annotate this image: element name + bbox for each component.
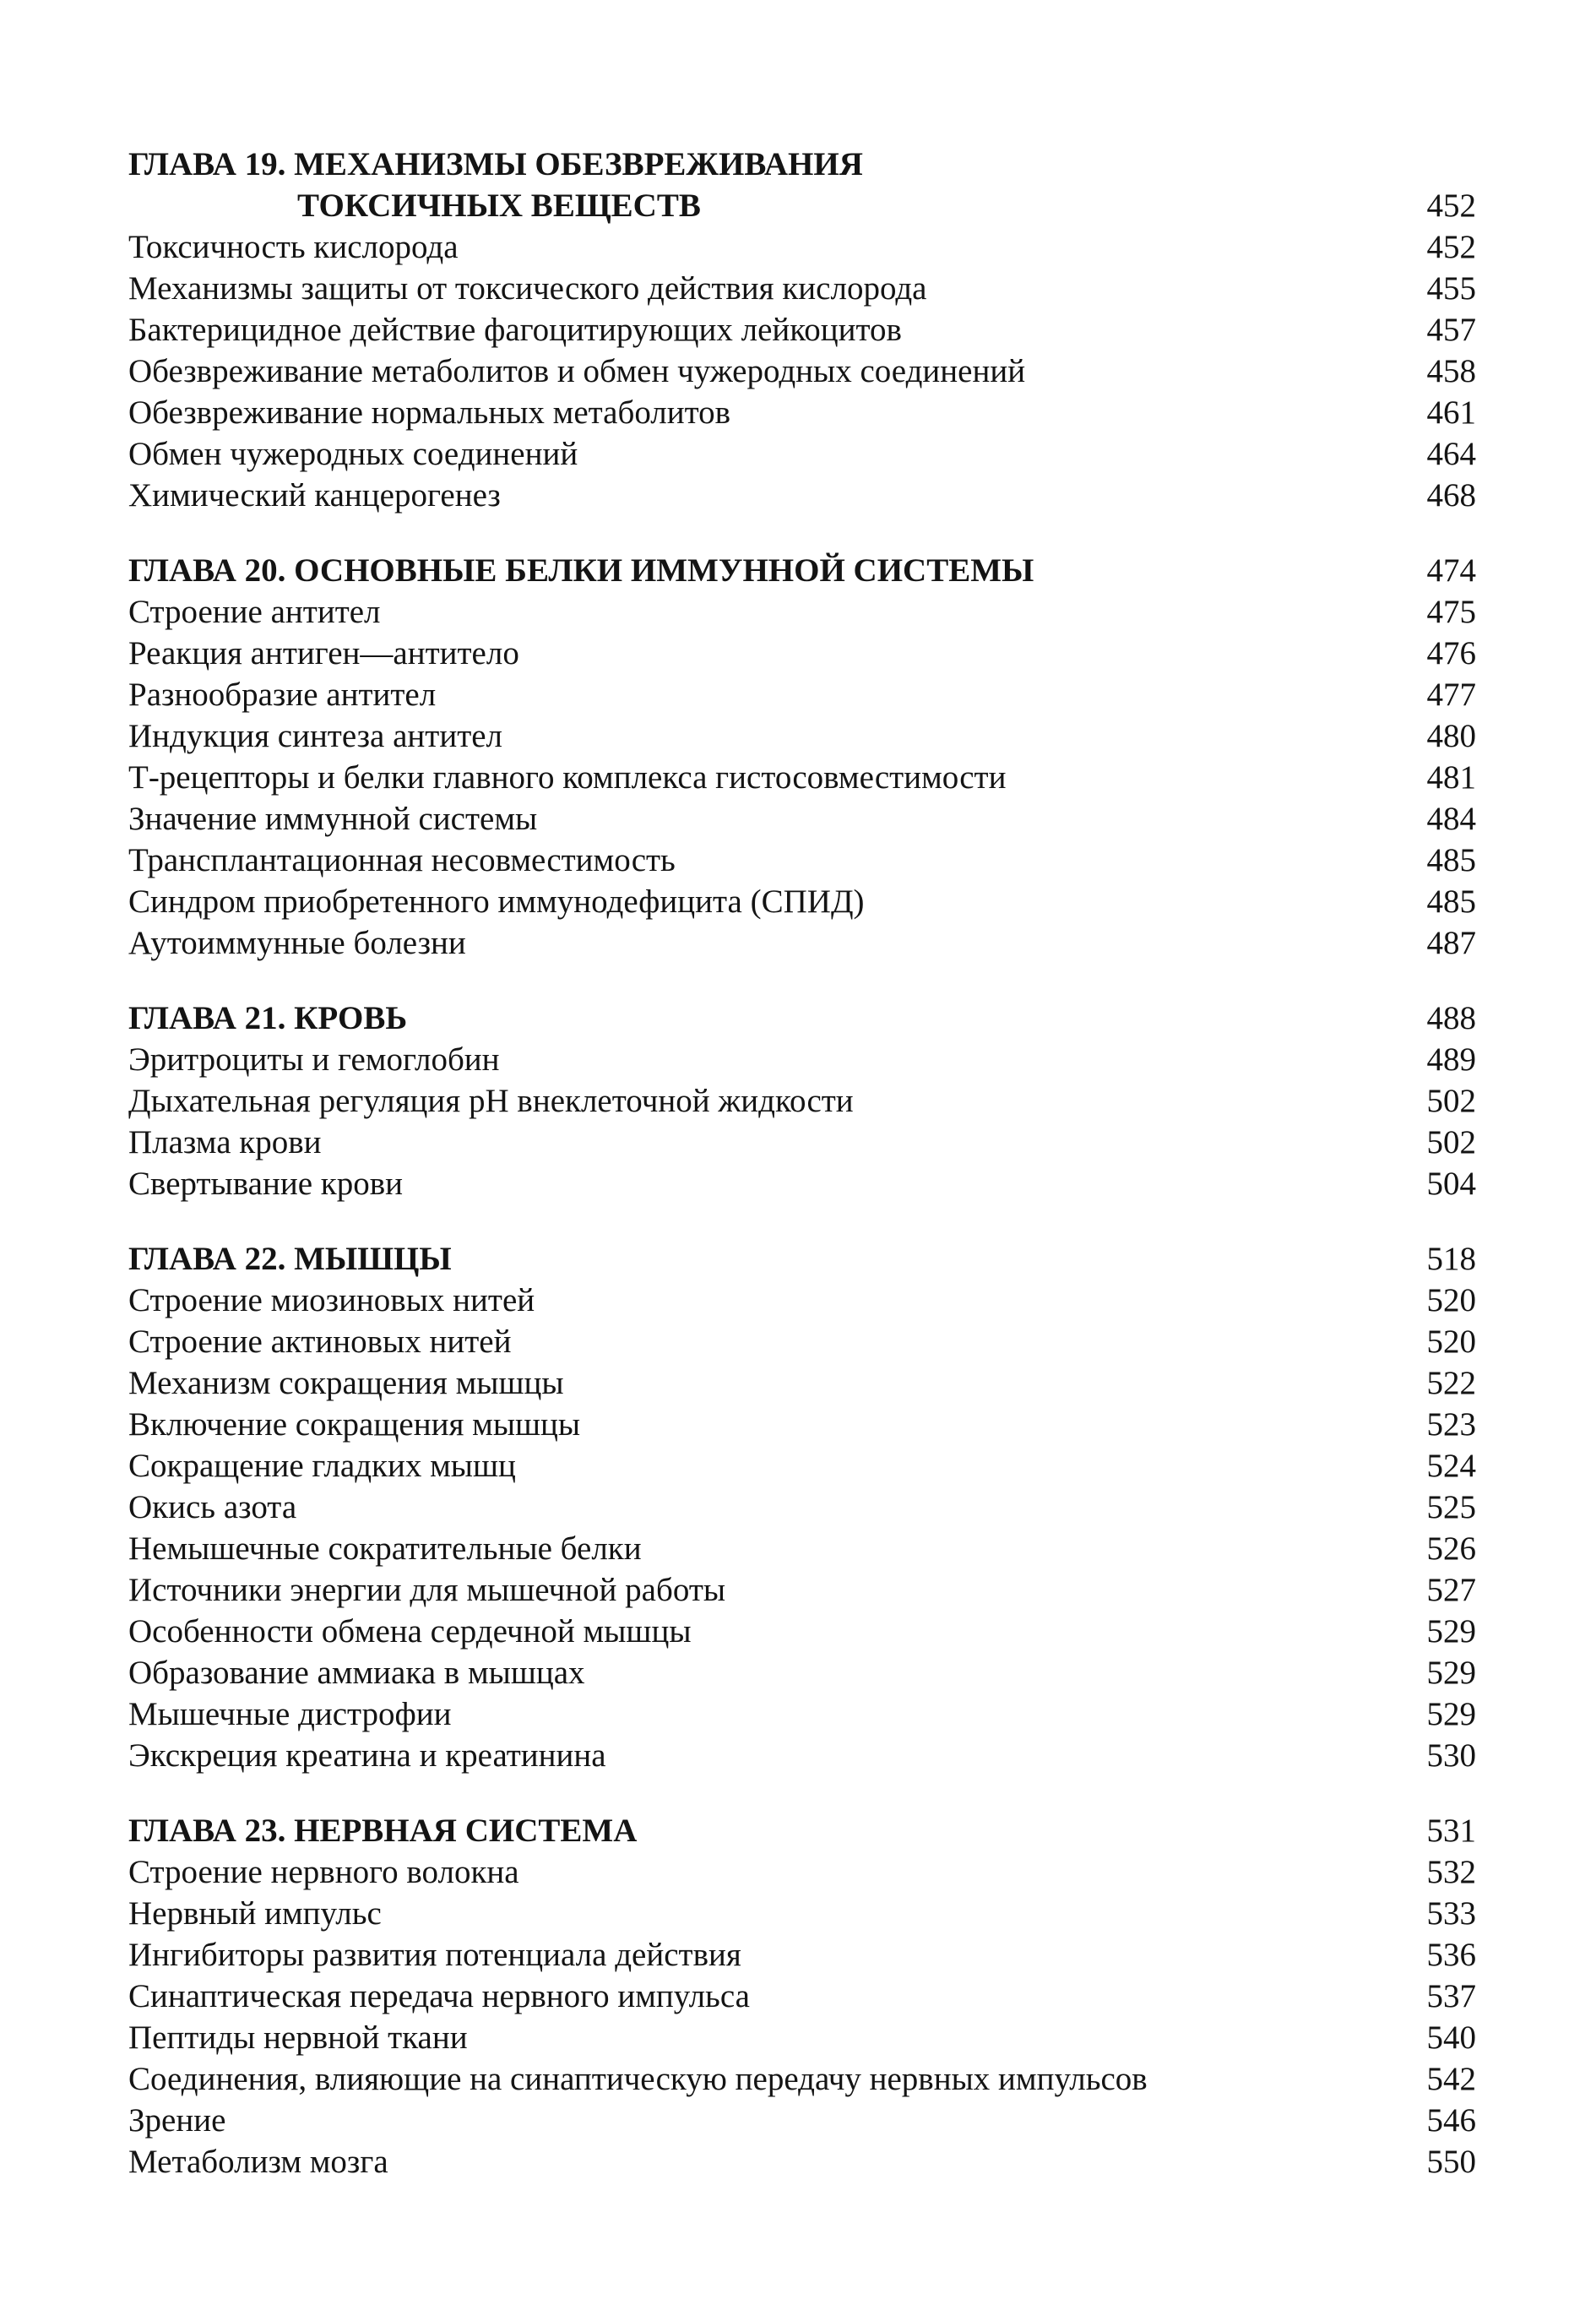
toc-entry xyxy=(128,392,1476,433)
toc-entry xyxy=(128,1976,1476,2017)
chapter-section xyxy=(128,550,1476,964)
toc-entry-page: 524 xyxy=(1426,1448,1476,1484)
chapter-title: ГЛАВА 23. НЕРВНАЯ СИСТЕМА xyxy=(128,1813,638,1849)
toc-entry-page: 523 xyxy=(1426,1406,1476,1443)
toc-entry xyxy=(128,1280,1476,1321)
toc-entry-page: 533 xyxy=(1426,1895,1476,1932)
toc-entry xyxy=(128,1569,1476,1611)
toc-entry xyxy=(128,1528,1476,1569)
toc-entry xyxy=(128,309,1476,351)
toc-entry-page: 485 xyxy=(1426,883,1476,920)
toc-entry-page: 477 xyxy=(1426,677,1476,713)
toc-entry-title: Токсичность кислорода xyxy=(128,229,459,265)
toc-entry-page: 452 xyxy=(1426,229,1476,265)
toc-entry-page: 458 xyxy=(1426,353,1476,389)
toc-entry xyxy=(128,1652,1476,1693)
toc-entry xyxy=(128,757,1476,798)
toc-entry-page: 540 xyxy=(1426,2019,1476,2056)
toc-entry xyxy=(128,475,1476,516)
toc-entry xyxy=(128,351,1476,392)
toc-entry-page: 530 xyxy=(1426,1737,1476,1774)
toc-entry-title: Строение миозиновых нитей xyxy=(128,1282,535,1318)
toc-entry-title: Разнообразие антител xyxy=(128,677,437,713)
toc-entry-page: 476 xyxy=(1426,635,1476,671)
toc-entry-page: 536 xyxy=(1426,1937,1476,1973)
toc-entry-page: 542 xyxy=(1426,2061,1476,2097)
toc-entry-title: Экскреция креатина и креатинина xyxy=(128,1737,606,1774)
toc-entry-page: 532 xyxy=(1426,1854,1476,1890)
toc-entry-title: Эритроциты и гемоглобин xyxy=(128,1041,500,1078)
chapter-page-number: 518 xyxy=(1426,1241,1476,1277)
toc-entry-page: 550 xyxy=(1426,2144,1476,2180)
toc-entry-title: Немышечные сократительные белки xyxy=(128,1530,642,1567)
chapter-title: ГЛАВА 21. КРОВЬ xyxy=(128,1000,408,1036)
toc-entry xyxy=(128,2058,1476,2100)
chapter-page-number: 452 xyxy=(1426,188,1476,224)
toc-entry-page: 464 xyxy=(1426,436,1476,472)
chapter-title-row xyxy=(128,997,1476,1039)
toc-entry xyxy=(128,715,1476,757)
toc-entry-title: Строение нервного волокна xyxy=(128,1854,519,1890)
chapter-title-row xyxy=(128,550,1476,591)
toc-entry-title: Синаптическая передача нервного импульса xyxy=(128,1978,750,2014)
toc-entry-title: Значение иммунной системы xyxy=(128,801,538,837)
toc-entry-page: 526 xyxy=(1426,1530,1476,1567)
toc-entry xyxy=(128,2141,1476,2182)
toc-entry-page: 537 xyxy=(1426,1978,1476,2014)
toc-entry xyxy=(128,2017,1476,2058)
toc-entry-title: Пептиды нервной ткани xyxy=(128,2019,468,2056)
toc-entry-title: Строение актиновых нитей xyxy=(128,1324,512,1360)
toc-entry-title: Зрение xyxy=(128,2102,226,2139)
toc-entry-page: 527 xyxy=(1426,1572,1476,1608)
toc-entry-title: Т-рецепторы и белки главного комплекса гистосовместимости xyxy=(128,759,1007,796)
toc-entry xyxy=(128,1934,1476,1976)
chapter-title-row xyxy=(128,1238,1476,1280)
toc-entry xyxy=(128,1404,1476,1445)
toc-entry-page: 485 xyxy=(1426,842,1476,878)
toc-entry-title: Ингибиторы развития потенциала действия xyxy=(128,1937,741,1973)
chapter-title: ТОКСИЧНЫХ ВЕЩЕСТВ xyxy=(297,188,701,224)
toc-entry xyxy=(128,840,1476,881)
toc-entry-title: Строение антител xyxy=(128,594,381,630)
toc-entry-title: Метаболизм мозга xyxy=(128,2144,388,2180)
chapter-title-row xyxy=(128,185,1476,226)
toc-entry xyxy=(128,1445,1476,1487)
toc-entry xyxy=(128,1039,1476,1080)
toc-entry-page: 502 xyxy=(1426,1124,1476,1160)
toc-entry xyxy=(128,1080,1476,1122)
toc-entry xyxy=(128,922,1476,964)
toc-entry xyxy=(128,1735,1476,1776)
toc-entry-page: 525 xyxy=(1426,1489,1476,1525)
chapter-section xyxy=(128,1810,1476,2182)
toc-entry-page: 529 xyxy=(1426,1613,1476,1650)
toc-entry-page: 487 xyxy=(1426,925,1476,961)
toc-entry xyxy=(128,1321,1476,1362)
toc-entry-title: Дыхательная регуляция рН внеклеточной жидкости xyxy=(128,1083,854,1119)
toc-entry-title: Свертывание крови xyxy=(128,1166,403,1202)
chapter-section xyxy=(128,1238,1476,1776)
toc-entry-page: 475 xyxy=(1426,594,1476,630)
toc-entry-page: 522 xyxy=(1426,1365,1476,1401)
chapter-title: ГЛАВА 20. ОСНОВНЫЕ БЕЛКИ ИММУННОЙ СИСТЕМЫ xyxy=(128,552,1034,589)
toc-entry xyxy=(128,1693,1476,1735)
toc-entry-title: Реакция антиген—антитело xyxy=(128,635,519,671)
chapter-page-number: 531 xyxy=(1426,1813,1476,1849)
toc-entry xyxy=(128,268,1476,309)
toc-entry-title: Включение сокращения мышцы xyxy=(128,1406,581,1443)
toc-entry-page: 489 xyxy=(1426,1041,1476,1078)
chapter-page-number: 474 xyxy=(1426,552,1476,589)
toc-entry-page: 529 xyxy=(1426,1696,1476,1732)
toc-entry-page: 457 xyxy=(1426,312,1476,348)
toc-entry-title: Обмен чужеродных соединений xyxy=(128,436,578,472)
toc-entry-page: 520 xyxy=(1426,1324,1476,1360)
toc-entry xyxy=(128,881,1476,922)
toc-entry-page: 529 xyxy=(1426,1655,1476,1691)
toc-entry-page: 484 xyxy=(1426,801,1476,837)
chapter-section xyxy=(128,997,1476,1204)
toc-entry-page: 546 xyxy=(1426,2102,1476,2139)
toc-entry xyxy=(128,433,1476,475)
chapter-title: ГЛАВА 19. МЕХАНИЗМЫ ОБЕЗВРЕЖИВАНИЯ xyxy=(128,146,863,182)
toc-entry xyxy=(128,1163,1476,1204)
toc-entry xyxy=(128,633,1476,674)
toc-entry-title: Индукция синтеза антител xyxy=(128,718,503,754)
toc-entry-title: Мышечные дистрофии xyxy=(128,1696,452,1732)
toc-entry-title: Синдром приобретенного иммунодефицита (СПИД) xyxy=(128,883,865,920)
toc-entry-title: Сокращение гладких мышц xyxy=(128,1448,516,1484)
toc-entry xyxy=(128,591,1476,633)
toc-entry xyxy=(128,1122,1476,1163)
toc-entry xyxy=(128,798,1476,840)
toc-entry xyxy=(128,674,1476,715)
toc-entry-page: 480 xyxy=(1426,718,1476,754)
toc-entry-page: 468 xyxy=(1426,477,1476,514)
toc-entry-page: 504 xyxy=(1426,1166,1476,1202)
chapter-title-row xyxy=(128,144,1476,185)
toc-entry-title: Химический канцерогенез xyxy=(128,477,501,514)
toc-entry-title: Бактерицидное действие фагоцитирующих лейкоцитов xyxy=(128,312,902,348)
chapter-title: ГЛАВА 22. МЫШЦЫ xyxy=(128,1241,452,1277)
chapter-title-row xyxy=(128,1810,1476,1851)
toc-entry xyxy=(128,1851,1476,1893)
toc-entry xyxy=(128,1487,1476,1528)
toc-entry-title: Нервный импульс xyxy=(128,1895,382,1932)
toc-entry-title: Аутоиммунные болезни xyxy=(128,925,466,961)
toc-entry-title: Соединения, влияющие на синаптическую передачу нервных импульсов xyxy=(128,2061,1148,2097)
toc-entry-title: Трансплантационная несовместимость xyxy=(128,842,676,878)
toc-entry-title: Обезвреживание нормальных метаболитов xyxy=(128,394,731,431)
toc-entry-page: 502 xyxy=(1426,1083,1476,1119)
toc-entry xyxy=(128,1893,1476,1934)
toc-entry xyxy=(128,2100,1476,2141)
toc-entry xyxy=(128,226,1476,268)
toc-entry-title: Особенности обмена сердечной мышцы xyxy=(128,1613,692,1650)
toc-entry-title: Плазма крови xyxy=(128,1124,322,1160)
toc-entry-page: 481 xyxy=(1426,759,1476,796)
toc-entry xyxy=(128,1362,1476,1404)
toc-entry-title: Образование аммиака в мышцах xyxy=(128,1655,585,1691)
toc-entry-title: Источники энергии для мышечной работы xyxy=(128,1572,726,1608)
toc-entry xyxy=(128,1611,1476,1652)
toc-entry-title: Окись азота xyxy=(128,1489,297,1525)
toc-entry-page: 461 xyxy=(1426,394,1476,431)
toc-entry-page: 520 xyxy=(1426,1282,1476,1318)
toc-entry-page: 455 xyxy=(1426,270,1476,307)
chapter-section xyxy=(128,144,1476,516)
chapter-page-number: 488 xyxy=(1426,1000,1476,1036)
toc-entry-title: Механизм сокращения мышцы xyxy=(128,1365,564,1401)
toc-entry-title: Механизмы защиты от токсического действия кислорода xyxy=(128,270,927,307)
toc-entry-title: Обезвреживание метаболитов и обмен чужеродных соединений xyxy=(128,353,1026,389)
table-of-contents xyxy=(128,144,1476,2216)
